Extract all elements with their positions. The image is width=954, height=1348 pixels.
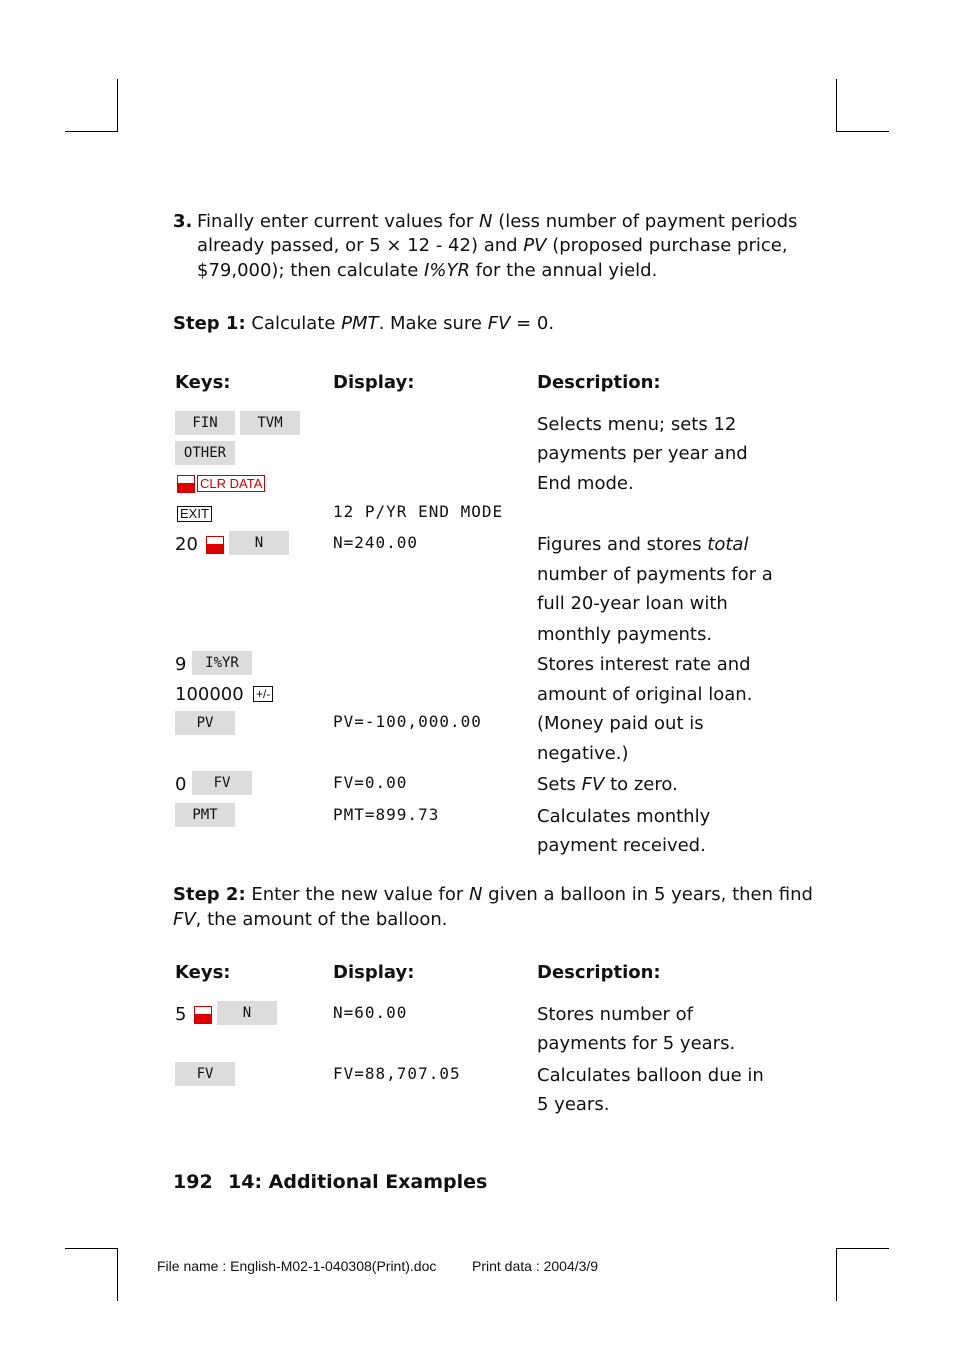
description-text [537, 775, 678, 795]
step-text: Enter the new value for [245, 884, 469, 905]
description-fragment: to zero. [604, 774, 678, 795]
crop-mark-bl-v [117, 1248, 118, 1301]
fin-key[interactable]: FIN [175, 411, 235, 435]
description-text: 5 years. [537, 1094, 610, 1115]
step-label: Step 2: [173, 884, 246, 905]
shift-key-icon[interactable] [206, 536, 224, 554]
pv-key[interactable]: PV [175, 711, 235, 735]
display-readout: FV=88,707.05 [333, 1064, 461, 1083]
keys-header: Keys: [175, 962, 231, 983]
intro-line-3 [197, 261, 657, 281]
intro-text: (proposed purchase price, [546, 235, 788, 256]
n-key[interactable]: N [229, 531, 289, 555]
value-entry: 100000 [175, 684, 244, 705]
intro-text: $79,000); then calculate [197, 260, 425, 281]
description-text: full 20-year loan with [537, 593, 728, 614]
step-text: = 0. [510, 313, 555, 334]
print-date: Print data : 2004/3/9 [472, 1258, 599, 1274]
variable-iyr: I%YR [424, 260, 470, 281]
variable-pmt: PMT [341, 313, 379, 334]
description-text: monthly payments. [537, 624, 713, 645]
change-sign-key[interactable]: +/- [253, 686, 273, 702]
display-readout: PMT=899.73 [333, 805, 440, 824]
step-2-heading [173, 884, 813, 905]
display-readout: 12 P/YR END MODE [333, 502, 504, 521]
step-text: given a balloon in 5 years, then find [482, 884, 813, 905]
step-1-heading [173, 314, 554, 334]
step-2-line-2 [173, 910, 448, 930]
display-header: Display: [333, 962, 415, 983]
intro-text: for the annual yield. [469, 260, 658, 281]
variable-fv: FV [487, 313, 511, 334]
description-header: Description: [537, 372, 661, 393]
display-readout: N=240.00 [333, 533, 419, 552]
intro-line-1 [197, 211, 798, 232]
crop-mark-br-v [836, 1248, 837, 1301]
description-text: End mode. [537, 473, 634, 494]
description-text: Stores number of [537, 1004, 693, 1025]
display-readout: N=60.00 [333, 1003, 408, 1022]
description-text: Selects menu; sets 12 [537, 414, 737, 435]
shift-key-icon[interactable] [194, 1006, 212, 1024]
description-text: payment received. [537, 835, 706, 856]
display-readout: PV=-100,000.00 [333, 712, 482, 731]
description-fragment: Figures and stores [537, 534, 708, 555]
crop-mark-tl-v [117, 79, 118, 132]
description-text: (Money paid out is [537, 713, 704, 734]
variable-fv: FV [173, 909, 196, 930]
description-text: Calculates balloon due in [537, 1065, 764, 1086]
description-text [537, 535, 748, 555]
display-readout: FV=0.00 [333, 773, 408, 792]
shift-key-icon[interactable] [177, 475, 195, 493]
intro-text: (less number of payment periods [492, 211, 798, 232]
exit-key[interactable]: EXIT [177, 506, 212, 522]
fv-key[interactable]: FV [192, 771, 252, 795]
intro-text: Finally enter current values for [197, 211, 479, 232]
other-key[interactable]: OTHER [175, 441, 235, 465]
variable-pv: PV [523, 235, 547, 256]
value-entry: 20 [175, 534, 198, 555]
value-entry: 0 [175, 774, 187, 795]
description-emphasis: total [707, 534, 749, 555]
crop-mark-tl-h [65, 131, 118, 132]
iyr-key[interactable]: I%YR [192, 651, 252, 675]
page-number: 192 [173, 1171, 213, 1193]
description-fragment: Sets [537, 774, 582, 795]
display-header: Display: [333, 372, 415, 393]
step-text: , the amount of the balloon. [195, 909, 448, 930]
file-name: File name : English-M02-1-040308(Print).doc [157, 1258, 437, 1274]
n-key[interactable]: N [217, 1001, 277, 1025]
step-text: Calculate [245, 313, 342, 334]
description-text: payments per year and [537, 443, 748, 464]
crop-mark-tr-v [836, 79, 837, 132]
variable-n: N [468, 884, 483, 905]
crop-mark-br-h [836, 1248, 889, 1249]
description-text: negative.) [537, 743, 629, 764]
step-text: . Make sure [378, 313, 488, 334]
crop-mark-tr-h [836, 131, 889, 132]
variable-n: N [479, 211, 493, 232]
description-text: amount of original loan. [537, 684, 753, 705]
clr-data-key[interactable]: CLR DATA [197, 475, 265, 492]
intro-line-2 [197, 235, 788, 256]
description-text: Stores interest rate and [537, 654, 751, 675]
step-label: Step 1: [173, 313, 246, 334]
intro-text: already passed, or 5 × 12 - 42) and [197, 235, 524, 256]
description-text: payments for 5 years. [537, 1033, 736, 1054]
fv-key[interactable]: FV [175, 1062, 235, 1086]
tvm-key[interactable]: TVM [240, 411, 300, 435]
description-header: Description: [537, 962, 661, 983]
keys-header: Keys: [175, 372, 231, 393]
chapter-title: 14: Additional Examples [228, 1171, 488, 1193]
value-entry: 5 [175, 1004, 187, 1025]
list-number: 3. [173, 211, 193, 232]
pmt-key[interactable]: PMT [175, 803, 235, 827]
value-entry: 9 [175, 654, 187, 675]
description-emphasis: FV [581, 774, 605, 795]
description-text: Calculates monthly [537, 806, 711, 827]
description-text: number of payments for a [537, 564, 773, 585]
crop-mark-bl-h [65, 1248, 118, 1249]
